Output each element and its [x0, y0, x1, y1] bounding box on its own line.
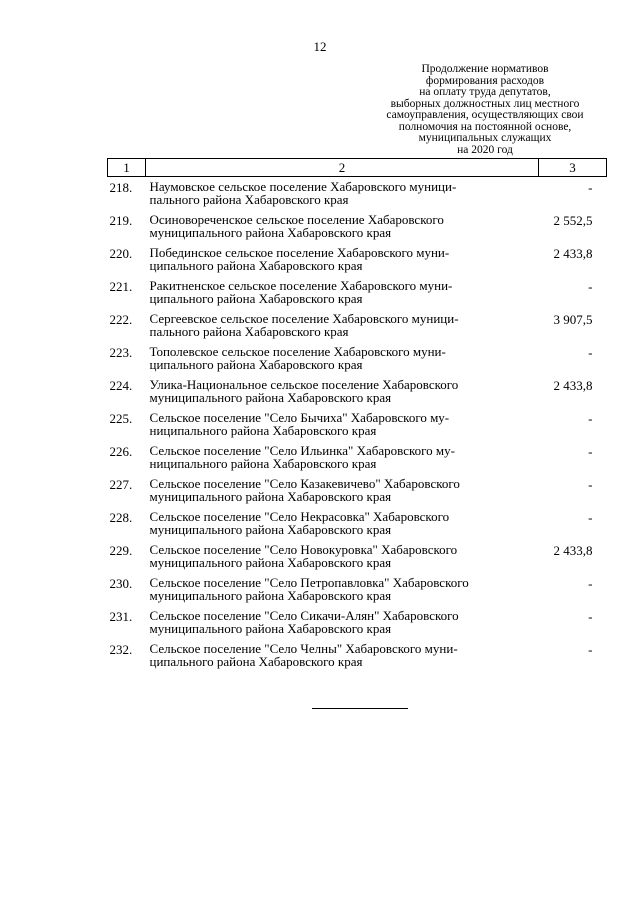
footer-rule: [312, 708, 408, 709]
table-row: [108, 177, 607, 215]
row-number: 223.: [109, 345, 133, 360]
settlement-name: [146, 280, 539, 313]
settlement-name-line: Сельское поселение "Село Петропавловка" Хабаровского: [149, 575, 469, 590]
settlement-name: [146, 379, 539, 412]
header-note-line: муниципальных служащих: [418, 132, 552, 144]
settlement-name-line: муниципального района Хабаровского края: [149, 389, 392, 405]
header-note-line: выборных должностных лиц местного: [390, 97, 580, 110]
settlement-name-line: муниципального района Хабаровского края: [149, 554, 392, 570]
settlement-name-line: Сельское поселение "Село Челны" Хабаровского муни-: [149, 641, 458, 656]
norms-table: [107, 158, 607, 676]
settlement-name: [146, 177, 539, 215]
settlement-name-line: ципального района Хабаровского края: [149, 356, 363, 372]
header-note-line: на оплату труда депутатов,: [419, 86, 551, 98]
table-body: [108, 177, 607, 677]
norm-value: 2 433,8: [553, 378, 593, 393]
settlement-name: [146, 313, 539, 346]
settlement-name-line: Улика-Национальное сельское поселение Хабаровского: [149, 377, 459, 392]
settlement-name-line: Осиновореченское сельское поселение Хабаровского: [149, 212, 444, 227]
settlement-name: [146, 346, 539, 379]
header-note-line: формирования расходов: [425, 74, 545, 87]
row-number: 232.: [109, 642, 133, 657]
norm-value: 2 433,8: [553, 543, 593, 558]
table-header-row: [108, 159, 607, 177]
settlement-name-line: муниципального района Хабаровского края: [149, 521, 392, 537]
norm-value: -: [588, 477, 593, 492]
settlement-name-line: муниципального района Хабаровского края: [149, 488, 392, 504]
header-note-line: самоуправления, осуществляющих свои: [386, 109, 584, 121]
table-row: [108, 247, 607, 280]
settlement-name: [146, 412, 539, 445]
settlement-name-line: Побединское сельское поселение Хабаровского муни-: [149, 245, 450, 260]
settlement-name-line: муниципального района Хабаровского края: [149, 224, 392, 240]
settlement-name-line: Тополевское сельское поселение Хабаровского муни-: [149, 344, 446, 359]
column-header-name: 2: [146, 159, 539, 177]
norm-value: 2 433,8: [553, 246, 593, 261]
settlement-name-line: пального района Хабаровского края: [149, 323, 349, 339]
table-row: [108, 214, 607, 247]
header-note-line: на 2020 год: [457, 143, 513, 156]
settlement-name-line: Наумовское сельское поселение Хабаровского муници-: [149, 179, 457, 194]
row-number: 229.: [109, 543, 133, 558]
norm-value: -: [588, 642, 593, 657]
settlement-name-line: ниципального района Хабаровского края: [149, 422, 377, 438]
norm-value: -: [588, 180, 593, 195]
norm-value: -: [588, 411, 593, 426]
settlement-name-line: пального района Хабаровского края: [149, 191, 349, 207]
table-row: [108, 445, 607, 478]
settlement-name-line: Сельское поселение "Село Новокуровка" Хабаровского: [149, 542, 458, 557]
table-row: [108, 379, 607, 412]
row-number: 221.: [109, 279, 133, 294]
row-number: 230.: [109, 576, 133, 591]
table-row: [108, 511, 607, 544]
table-row: [108, 544, 607, 577]
table-row: [108, 478, 607, 511]
settlement-name: [146, 577, 539, 610]
row-number: 218.: [109, 180, 133, 195]
settlement-name: [146, 643, 539, 676]
settlement-name: [146, 478, 539, 511]
row-number: 222.: [109, 312, 133, 327]
table-row: [108, 577, 607, 610]
settlement-name: [146, 544, 539, 577]
norm-value: 2 552,5: [553, 213, 593, 228]
norm-value: -: [588, 510, 593, 525]
settlement-name-line: муниципального района Хабаровского края: [149, 620, 392, 636]
table-row: [108, 610, 607, 643]
row-number: 226.: [109, 444, 133, 459]
row-number: 224.: [109, 378, 133, 393]
settlement-name: [146, 214, 539, 247]
settlement-name-line: Сергеевское сельское поселение Хабаровского муници-: [149, 311, 459, 326]
norm-value: -: [588, 576, 593, 591]
table-row: [108, 313, 607, 346]
settlement-name: [146, 445, 539, 478]
settlement-name-line: ниципального района Хабаровского края: [149, 455, 377, 471]
table-row: [108, 643, 607, 676]
header-note-line: полномочия на постоянной основе,: [398, 120, 572, 133]
settlement-name-line: Ракитненское сельское поселение Хабаровского муни-: [149, 278, 453, 293]
page-number: 12: [313, 39, 327, 54]
column-header-number: 1: [108, 159, 146, 177]
settlement-name-line: Сельское поселение "Село Казакевичево" Хабаровского: [149, 476, 460, 491]
settlement-name: [146, 511, 539, 544]
table-row: [108, 280, 607, 313]
table-row: [108, 346, 607, 379]
row-number: 225.: [109, 411, 133, 426]
settlement-name-line: Сельское поселение "Село Бычиха" Хабаровского му-: [149, 410, 450, 425]
norm-value: 3 907,5: [553, 312, 593, 327]
settlement-name-line: ципального района Хабаровского края: [149, 290, 363, 306]
row-number: 219.: [109, 213, 133, 228]
header-note: [370, 64, 600, 156]
settlement-name: [146, 247, 539, 280]
row-number: 228.: [109, 510, 133, 525]
settlement-name-line: Сельское поселение "Село Ильинка" Хабаровского му-: [149, 443, 455, 458]
row-number: 231.: [109, 609, 133, 624]
settlement-name-line: ципального района Хабаровского края: [149, 653, 363, 669]
norm-value: -: [588, 444, 593, 459]
settlement-name-line: Сельское поселение "Село Сикачи-Алян" Хабаровского: [149, 608, 459, 623]
settlement-name: [146, 610, 539, 643]
norm-value: -: [588, 279, 593, 294]
settlement-name-line: ципального района Хабаровского края: [149, 257, 363, 273]
norm-value: -: [588, 345, 593, 360]
row-number: 220.: [109, 246, 133, 261]
settlement-name-line: муниципального района Хабаровского края: [149, 587, 392, 603]
norm-value: -: [588, 609, 593, 624]
header-note-line: Продолжение нормативов: [421, 63, 549, 75]
table-row: [108, 412, 607, 445]
row-number: 227.: [109, 477, 133, 492]
column-header-value: 3: [539, 159, 607, 177]
settlement-name-line: Сельское поселение "Село Некрасовка" Хабаровского: [149, 509, 450, 524]
